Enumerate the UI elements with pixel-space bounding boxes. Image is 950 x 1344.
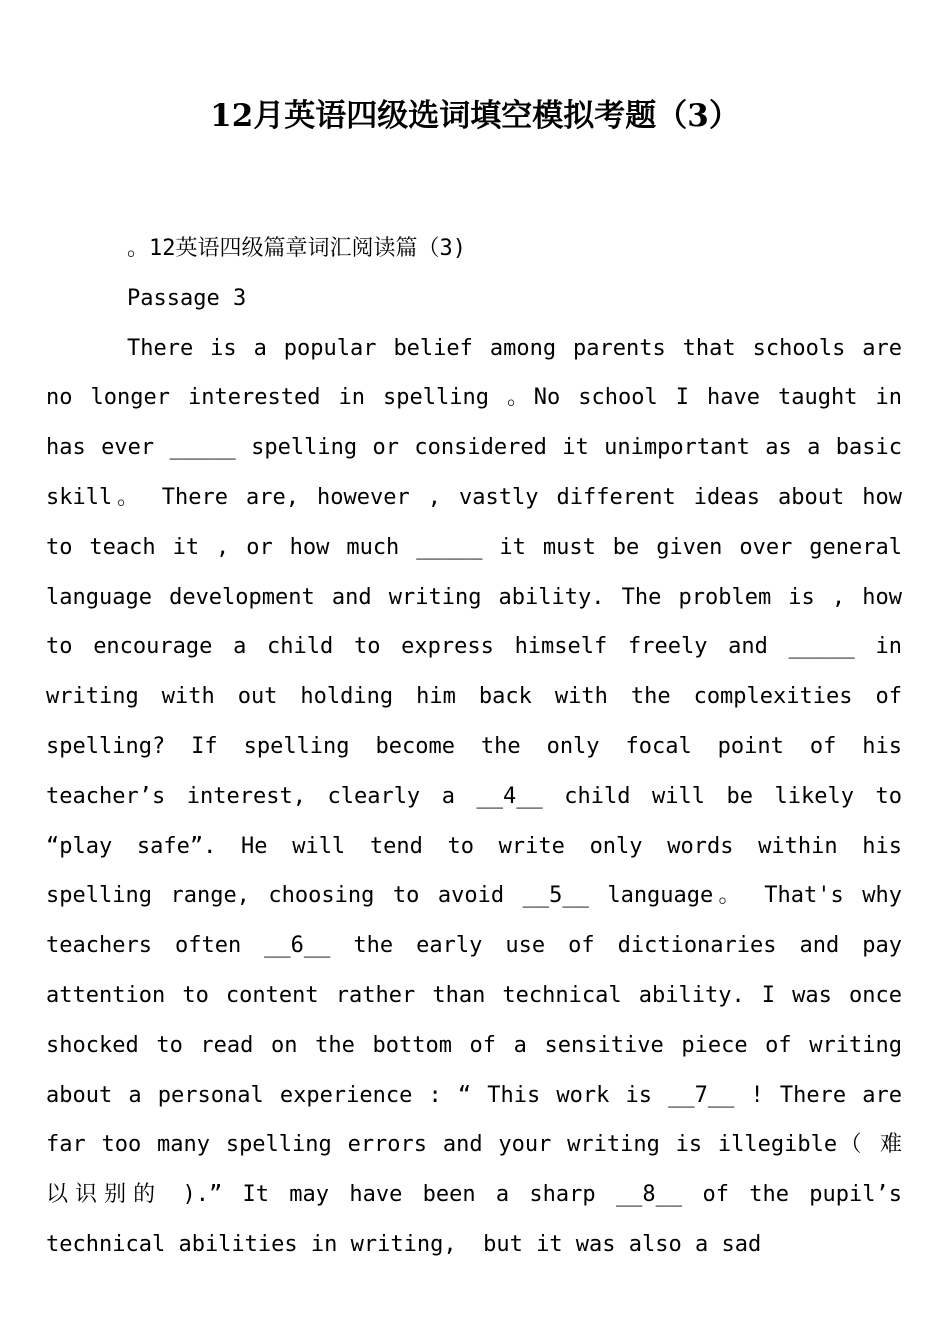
document-body <box>46 224 902 1270</box>
paragraph-line: spelling range, choosing to avoid __5__ language。 That's why <box>46 883 902 909</box>
paragraph-line: 以识别的 ).” It may have been a sharp __8__ of the pupil’s <box>46 1182 902 1208</box>
passage-label: Passage 3 <box>127 285 247 311</box>
paragraph-line: about a personal experience : “ This work is __7__ ! There are <box>46 1082 902 1108</box>
paragraph-line: to encourage a child to express himself freely and _____ in <box>46 634 902 660</box>
document-title: 12月英语四级选词填空模拟考题（3） <box>210 98 740 134</box>
paragraph-line: to teach it , or how much _____ it must be given over general <box>46 534 902 560</box>
paragraph-line: teacher’s interest, clearly a __4__ child will be likely to <box>46 783 902 809</box>
paragraph-line: skill。 There are, however , vastly different ideas about how <box>46 484 902 510</box>
paragraph-line: has ever _____ spelling or considered it unimportant as a basic <box>46 435 902 461</box>
subtitle-line: 。12英语四级篇章词汇阅读篇（3) <box>127 236 466 261</box>
paragraph-line: attention to content rather than technical ability. I was once <box>46 982 902 1008</box>
paragraph-line: teachers often __6__ the early use of dictionaries and pay <box>46 933 902 959</box>
paragraph-line: “play safe”. He will tend to write only words within his <box>46 833 902 859</box>
paragraph-line: no longer interested in spelling 。No school I have taught in <box>46 385 902 411</box>
paragraph-line: There is a popular belief among parents that schools are <box>127 335 902 361</box>
paragraph-line: writing with out holding him back with the complexities of <box>46 684 902 710</box>
paragraph-line: shocked to read on the bottom of a sensitive piece of writing <box>46 1032 902 1058</box>
paragraph-line: spelling? If spelling become the only focal point of his <box>46 733 902 759</box>
paragraph-line: technical abilities in writing, but it was also a sad <box>46 1231 762 1257</box>
paragraph-line: far too many spelling errors and your writing is illegible（ 难 <box>46 1132 902 1158</box>
paragraph-line: language development and writing ability. The problem is , how <box>46 584 902 610</box>
